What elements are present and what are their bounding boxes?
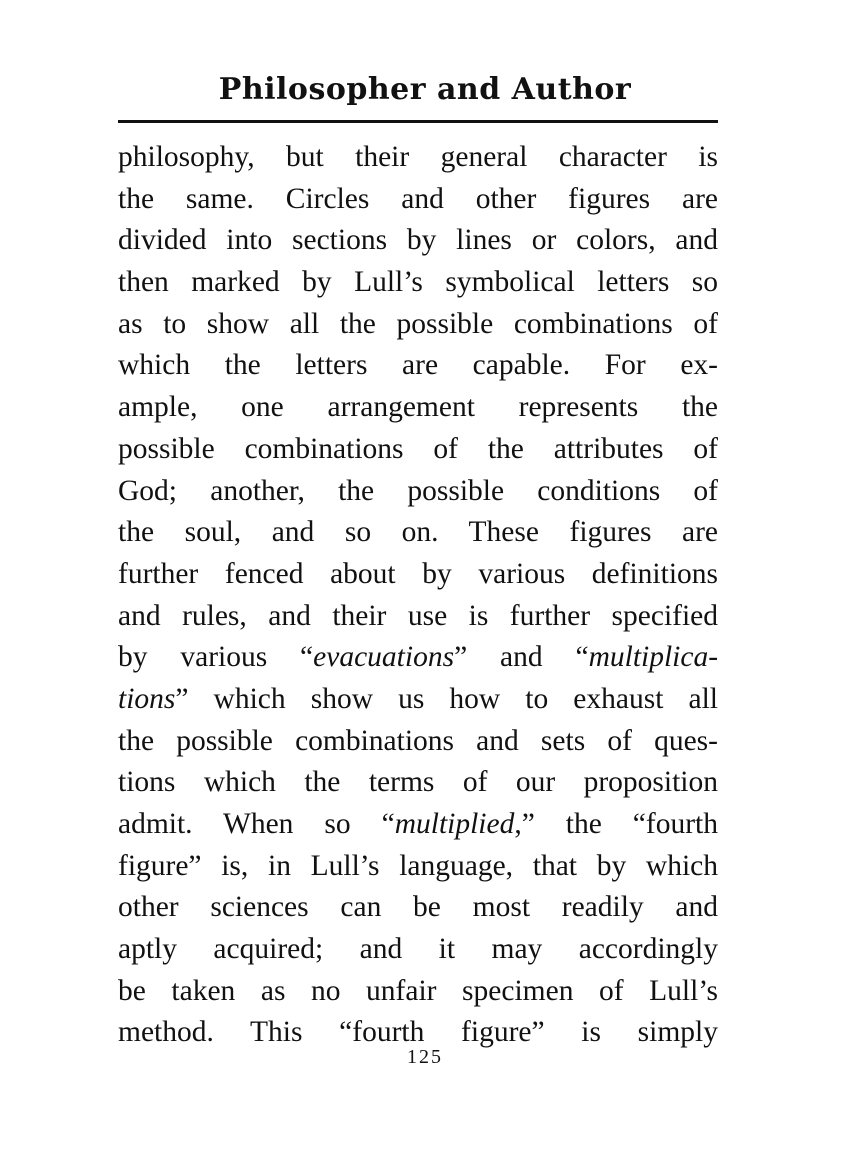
text-run: ” and “ bbox=[454, 641, 589, 674]
text-line: philosophy, but their general character is bbox=[118, 141, 718, 173]
italic-term: tions bbox=[118, 682, 176, 715]
body-text bbox=[118, 137, 718, 1054]
text-line: the same. Circles and other figures are bbox=[118, 182, 718, 215]
text-run: admit. When so “ bbox=[118, 808, 395, 840]
italic-term: evacuations bbox=[313, 641, 455, 674]
text-line: aptly acquired; and it may accordingly bbox=[118, 933, 718, 966]
text-line: method. This “fourth figure” is simply bbox=[118, 1016, 718, 1049]
text-line: tions which the terms of our proposition bbox=[118, 766, 718, 799]
text-line: as to show all the possible combinations of bbox=[118, 307, 718, 340]
text-line bbox=[118, 637, 718, 679]
text-run: ,” the “fourth bbox=[514, 808, 718, 840]
text-line: God; another, the possible conditions of bbox=[118, 474, 718, 507]
text-line bbox=[118, 804, 718, 846]
text-line: figure” is, in Lull’s language, that by which bbox=[118, 849, 718, 882]
italic-term: multiplica- bbox=[588, 641, 719, 674]
text-line: divided into sections by lines or colors, and bbox=[118, 224, 718, 257]
text-run: by various “ bbox=[118, 641, 314, 674]
text-line: which the letters are capable. For ex- bbox=[118, 349, 718, 382]
text-line: possible combinations of the attributes of bbox=[118, 432, 718, 465]
text-line: further fenced about by various definitions bbox=[118, 557, 718, 590]
italic-term: multiplied bbox=[394, 808, 515, 840]
running-head: Philosopher and Author bbox=[218, 72, 632, 107]
page-number: 125 bbox=[407, 1046, 443, 1068]
text-line: then marked by Lull’s symbolical letters so bbox=[118, 266, 718, 299]
text-line bbox=[118, 679, 718, 721]
text-line: other sciences can be most readily and bbox=[118, 891, 718, 924]
text-line: the soul, and so on. These figures are bbox=[118, 516, 718, 549]
header-rule bbox=[118, 120, 718, 123]
text-line: be taken as no unfair specimen of Lull’s bbox=[118, 974, 718, 1007]
text-line: ample, one arrangement represents the bbox=[118, 391, 718, 424]
text-line: and rules, and their use is further specified bbox=[118, 599, 718, 632]
text-run: ” which show us how to exhaust all bbox=[175, 682, 718, 715]
text-line: the possible combinations and sets of ques- bbox=[118, 724, 718, 757]
